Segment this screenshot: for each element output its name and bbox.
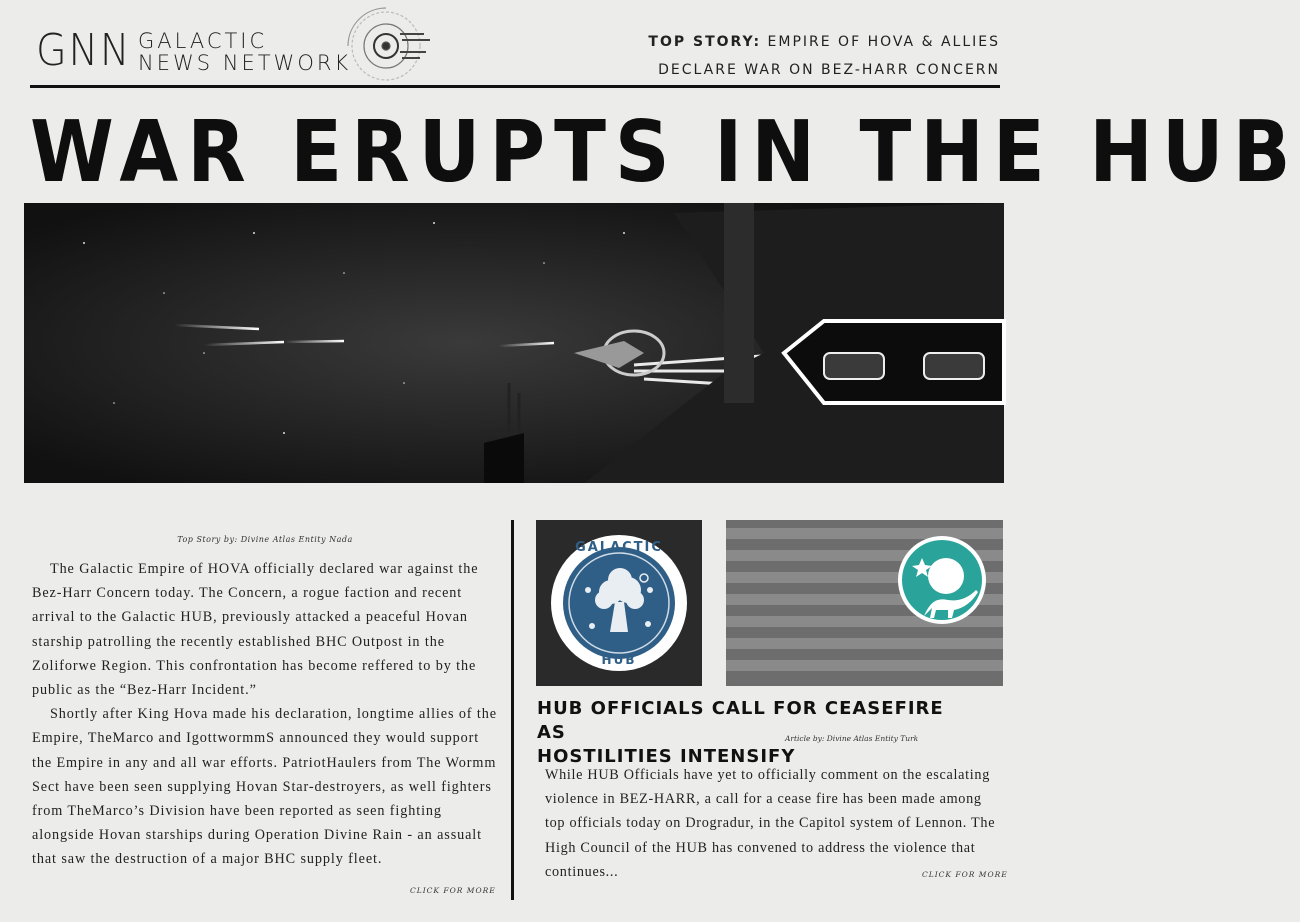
main-article-byline: Top Story by: Divine Atlas Entity Nada [177,535,353,544]
galactic-hub-badge[interactable] [536,520,702,686]
logo-line-1: GALACTIC [138,29,268,53]
column-divider [511,520,514,900]
top-story-banner[interactable] [648,28,1000,84]
faction-flag-image[interactable] [726,520,1003,686]
main-headline[interactable]: WAR ERUPTS IN THE HUB [30,101,1300,202]
dinosaur-moon-flag-icon [726,520,1003,686]
logo-wordmark [138,30,351,74]
top-story-label: TOP STORY: [648,34,762,50]
space-battle-image[interactable] [24,203,1004,483]
radar-emblem-icon [340,6,436,86]
side-article-byline: Article by: Divine Atlas Entity Turk [785,734,919,743]
main-article-more-link[interactable]: CLICK FOR MORE [410,886,496,895]
main-article-paragraph: Shortly after King Hova made his declaration, longtime allies of the Empire, TheMarco and IgottwormmS announced they would support the Empire in any and all war efforts. PatriotHaulers from The Wormm Sect have been seen supplying Hovan Star-destroyers, as well fighters from TheMarco’s Division have been reported as seen fighting alongside Hovan starships during Operation Divine Rain - an assualt that saw the destruction of a major BHC supply fleet. [32,706,497,868]
badge-top-text: GALACTIC [575,540,663,555]
side-article-body: While HUB Officials have yet to officially comment on the escalating violence in BEZ-HARR, a call for a cease fire has been made among top officials today on Drogradur, in the Capitol system of Lennon. The High Council of the HUB has convened to address the violence that continues... [545,767,996,880]
main-article-paragraph: The Galactic Empire of HOVA officially declared war against the Bez-Harr Concern today. The Concern, a rogue faction and recent arrival to the Galactic HUB, previously attacked a peaceful Hovan starship patrolling the recently established BHC Outpost in the Zoliforwe Region. This confrontation has become reffered to by the public as the “Bez-Harr Incident.” [32,561,479,699]
badge-bottom-text: HUB [601,653,637,667]
top-story-line-1 [648,28,1000,56]
side-headline-line-1: HUB OFFICIALS CALL FOR CEASEFIRE AS [537,698,944,743]
top-story-text-2: DECLARE WAR ON BEZ-HARR CONCERN [658,62,1000,78]
side-article-headline[interactable] [537,697,957,769]
main-article-body [32,557,497,872]
gnn-logo[interactable]: GNN [36,25,132,76]
masthead-divider [30,85,1000,88]
logo-line-2: NEWS NETWORK [138,51,352,75]
side-article-more-link[interactable]: CLICK FOR MORE [922,870,1008,879]
side-headline-line-2: HOSTILITIES INTENSIFY [537,746,796,767]
masthead [30,14,1000,84]
top-story-text-1: EMPIRE OF HOVA & ALLIES [767,34,1000,50]
